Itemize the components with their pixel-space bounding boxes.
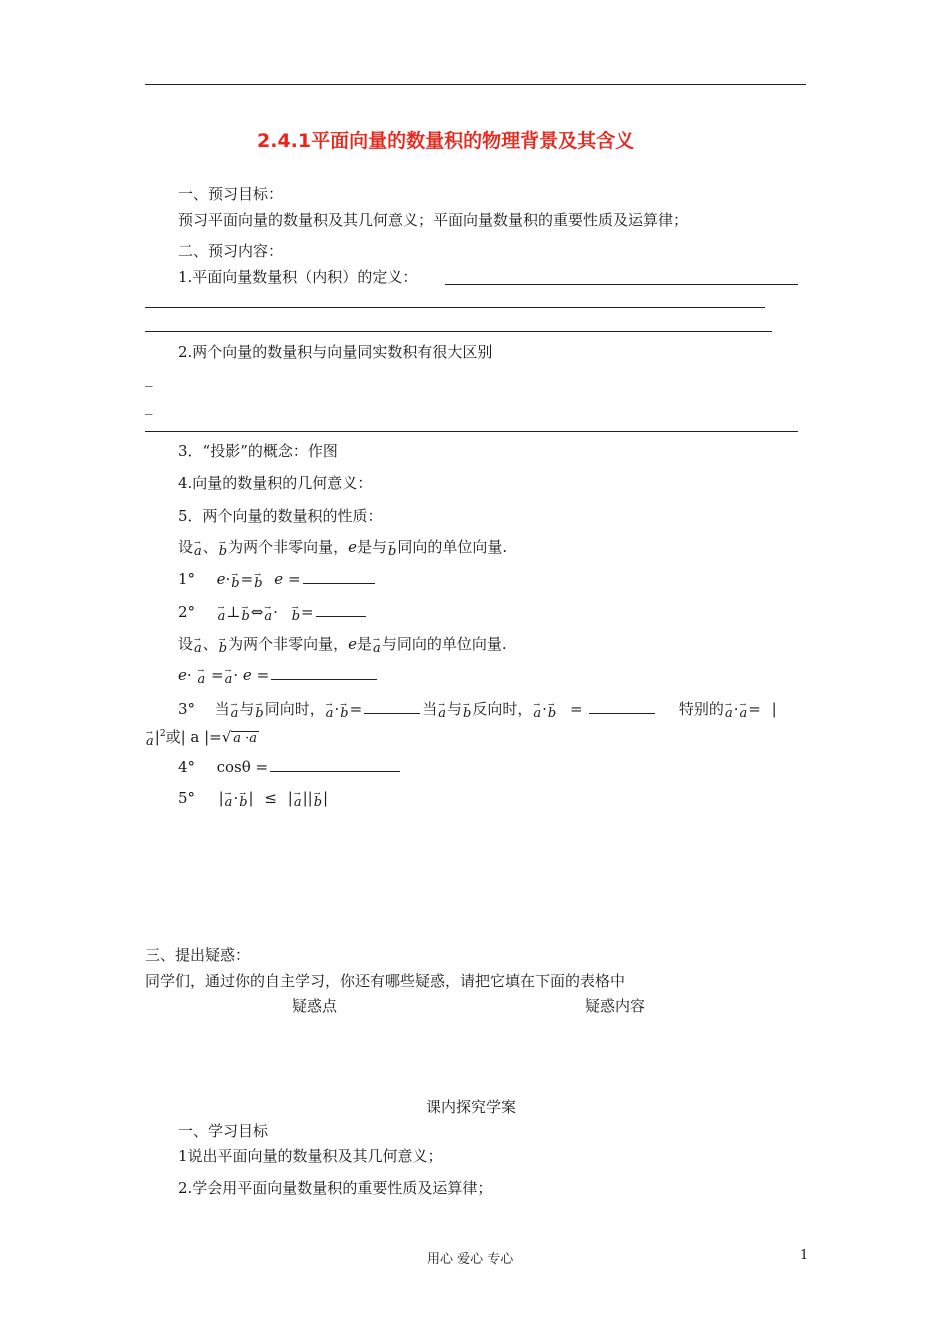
property-1: 1° e·→ b=→ b e = — [178, 569, 377, 589]
question-5: 5．两个向量的数量积的性质： — [178, 507, 383, 525]
dash-1: _ — [145, 369, 153, 387]
section2-heading: 二、预习内容： — [178, 242, 284, 260]
vector-a: → a — [193, 545, 203, 559]
blank-field[interactable] — [270, 757, 400, 772]
section-title: 课内探究学案 — [426, 1098, 517, 1116]
question-1-text: 1.平面向量数量积（内积）的定义： — [178, 268, 418, 286]
blank-field[interactable] — [316, 602, 366, 617]
answer-line-4 — [145, 431, 798, 432]
answer-line-1 — [445, 284, 798, 285]
footer-text: 用心 爱心 专心 — [427, 1252, 514, 1267]
dash-2: _ — [145, 397, 153, 415]
question-1 — [178, 267, 417, 287]
page-title: 2.4.1平面向量的数量积的物理背景及其含义 — [257, 130, 635, 152]
question-2: 2.两个向量的数量积与向量同实数积有很大区别 — [178, 343, 493, 361]
question-4: 4.向量的数量积的几何意义： — [178, 474, 373, 492]
answer-line-2 — [145, 307, 765, 308]
blank-field[interactable] — [364, 699, 420, 714]
property-2: 2° → a⊥→ b⇔→ a· → b= — [178, 602, 368, 622]
header-rule — [145, 84, 806, 85]
page-number: 1 — [800, 1248, 809, 1263]
setup-line-1: 设→ a、→ b为两个非零向量，e是与→ b同向的单位向量. — [178, 537, 507, 557]
answer-line-3 — [145, 331, 772, 332]
blank-field[interactable] — [589, 699, 655, 714]
property-5: 5° |→ a·→ b| ≤ |→ a||→ b| — [178, 788, 328, 808]
goal-2: 2.学会用平面向量数量积的重要性质及运算律； — [178, 1179, 493, 1197]
table-header-doubt-content: 疑惑内容 — [585, 997, 646, 1015]
property-3-cont: → $a|^2$或| a |=√ a ·a — [145, 724, 259, 747]
blank-field[interactable] — [271, 665, 377, 680]
vector-b: → b — [387, 545, 397, 559]
property-4: 4° cosθ = — [178, 757, 402, 777]
blank-field[interactable] — [303, 569, 375, 584]
question-3: 3．“投影”的概念：作图 — [178, 442, 338, 460]
section1-body: 预习平面向量的数量积及其几何意义；平面向量数量积的重要性质及运算律； — [178, 211, 689, 229]
section3-body: 同学们，通过你的自主学习，你还有哪些疑惑，请把它填在下面的表格中 — [145, 972, 626, 990]
table-header-doubt-point: 疑惑点 — [292, 997, 338, 1015]
section3-heading: 三、提出疑惑： — [145, 946, 251, 964]
property-3: 3° 当→ a与→ b同向时，→ a·→ b= 当→ a与→ b反向时，→ a·→ b = 特别的→ a·→ a= | — [178, 699, 777, 719]
property-e-dot-a: e· → a =→ a· e = — [178, 665, 379, 685]
setup-line-2: 设→ a、→ b为两个非零向量，e是→ a与同向的单位向量. — [178, 634, 507, 654]
goal-heading: 一、学习目标 — [178, 1122, 269, 1140]
sqrt-expr: a ·a — [233, 731, 258, 746]
vector-b: → b — [218, 545, 228, 559]
section1-heading: 一、预习目标： — [178, 185, 284, 203]
goal-1: 1说出平面向量的数量积及其几何意义； — [178, 1147, 443, 1165]
